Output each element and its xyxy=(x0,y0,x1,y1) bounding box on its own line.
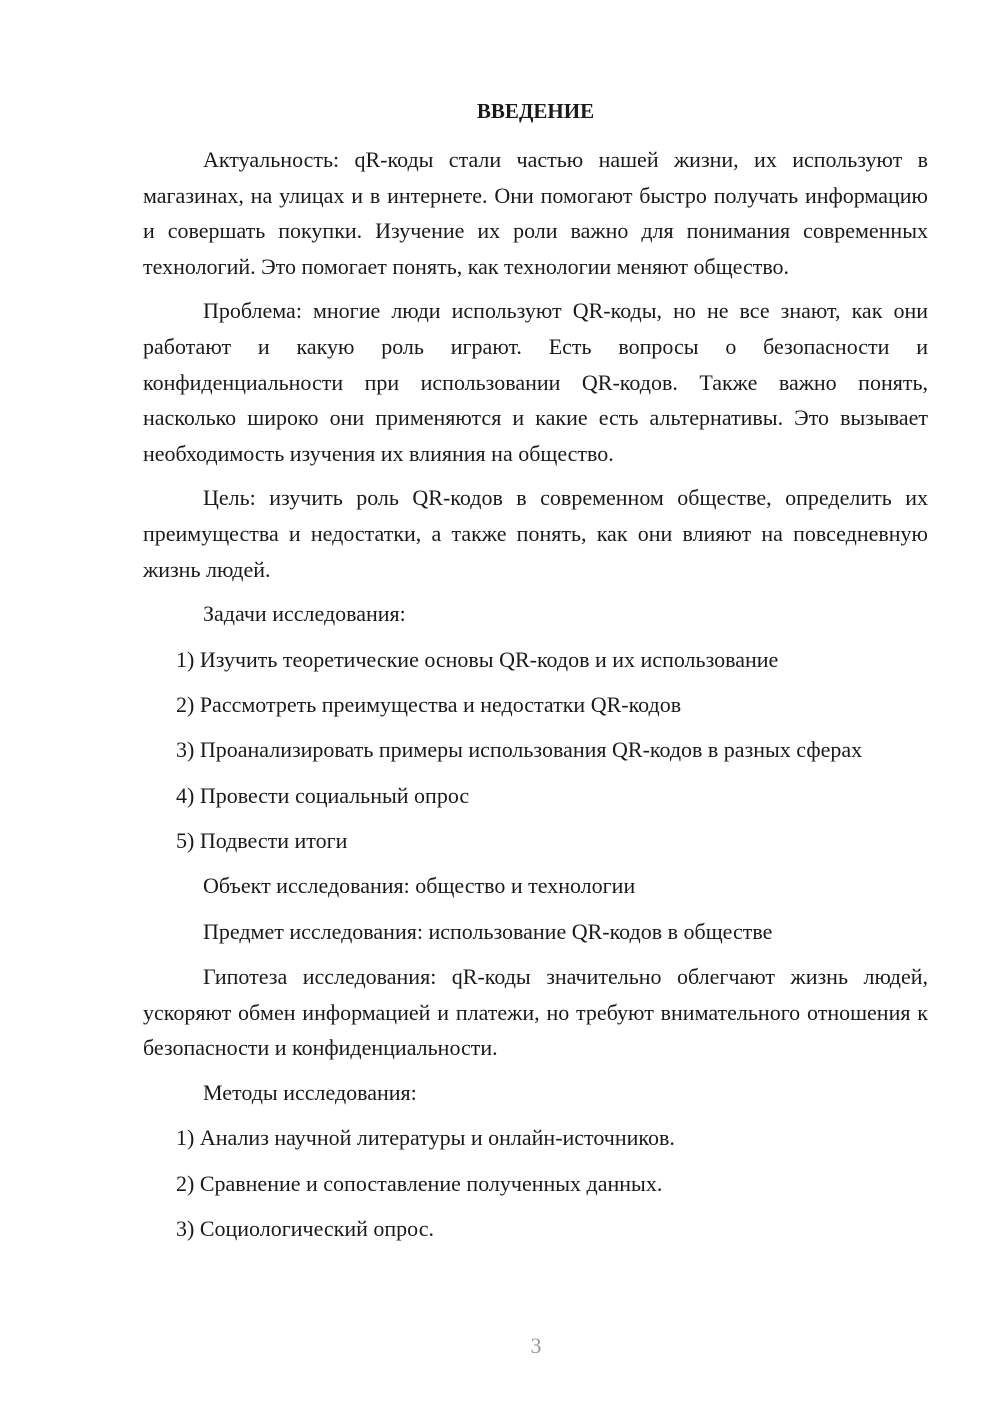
method-item-3: 3) Социологический опрос. xyxy=(176,1216,434,1242)
problem-paragraph: Проблема: многие люди используют QR-коды, но не все знают, как они работают и какую роль играют. Есть вопросы о безопасности и конфиденциальности при использовании QR-кодов. Также важно понять, насколько широко они применяются и какие есть альтернативы. Это вызывает необходимость изучения их влияния на общество. xyxy=(143,298,928,466)
tasks-label: Задачи исследования: xyxy=(203,601,406,627)
section-heading: ВВЕДЕНИЕ xyxy=(476,99,595,123)
hypothesis-paragraph: Гипотеза исследования: qR-коды значительно облегчают жизнь людей, ускоряют обмен информацией и платежи, но требуют внимательного отношения к безопасности и конфиденциальности. xyxy=(143,964,928,1061)
task-item-3: 3) Проанализировать примеры использования QR-кодов в разных сферах xyxy=(176,737,863,763)
method-item-1: 1) Анализ научной литературы и онлайн-источников. xyxy=(176,1125,675,1151)
task-item-1: 1) Изучить теоретические основы QR-кодов и их использование xyxy=(176,646,779,672)
task-item-4: 4) Провести социальный опрос xyxy=(176,782,470,808)
relevance-paragraph: Актуальность: qR-коды стали частью нашей жизни, их используют в магазинах, на улицах и в интернете. Они помогают быстро получать информацию и совершать покупки. Изучение их роли важно для понимания современных технологий. Это помогает понять, как технологии меняют общество. xyxy=(143,147,928,279)
research-object: Объект исследования: общество и технологии xyxy=(203,873,636,899)
page-content xyxy=(143,96,928,1257)
research-subject: Предмет исследования: использование QR-кодов в обществе xyxy=(203,918,773,944)
page-number: 3 xyxy=(530,1333,542,1358)
method-item-2: 2) Сравнение и сопоставление полученных данных. xyxy=(176,1170,663,1196)
task-item-5: 5) Подвести итоги xyxy=(176,828,348,854)
methods-label: Методы исследования: xyxy=(203,1080,417,1106)
task-item-2: 2) Рассмотреть преимущества и недостатки QR-кодов xyxy=(176,691,682,717)
goal-paragraph: Цель: изучить роль QR-кодов в современном обществе, определить их преимущества и недостатки, а также понять, как они влияют на повседневную жизнь людей. xyxy=(143,485,928,582)
